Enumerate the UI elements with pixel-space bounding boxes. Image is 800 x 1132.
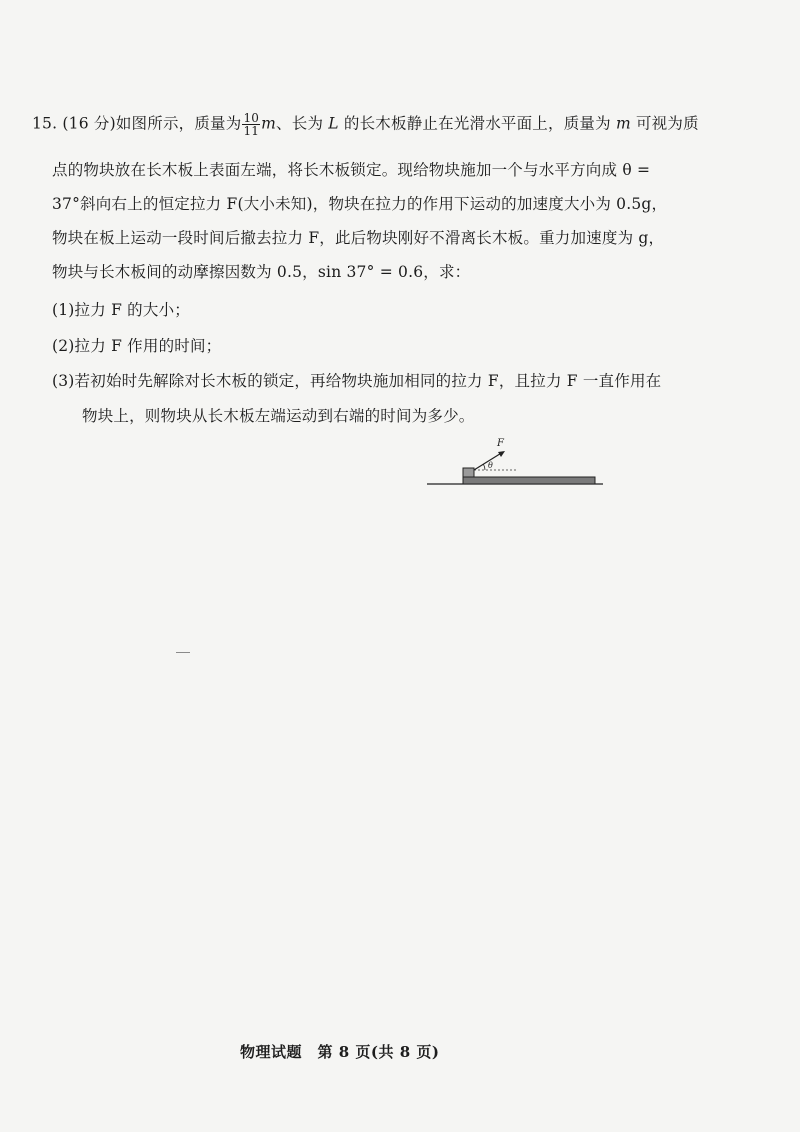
fraction-denominator: 11 [243,124,260,138]
mass-fraction [242,112,260,137]
problem-text: 、长为 [276,114,329,133]
angle-label: θ [488,461,493,470]
question-2: (2)拉力 F 作用的时间； [52,337,222,355]
problem-text: 的长木板静止在光滑水平面上，质量为 [338,114,616,133]
problem-line-1 [32,112,699,137]
problem-line-4: 物块在板上运动一段时间后撤去拉力 F，此后物块刚好不滑离长木板。重力加速度为 g， [52,229,665,247]
question-3-continued: 物块上，则物块从长木板左端运动到右端的时间为多少。 [82,407,475,425]
mass-symbol: m [261,114,277,133]
problem-line-2: 点的物块放在长木板上表面左端，将长木板锁定。现给物块施加一个与水平方向成 θ = [52,161,651,179]
block [463,468,474,477]
question-1: (1)拉力 F 的大小； [52,301,190,319]
problem-text: 可视为质 [630,114,699,133]
problem-number: 15. [32,114,58,133]
page-footer: 物理试题 第 8 页(共 8 页) [240,1043,440,1061]
fraction-numerator: 10 [243,111,260,125]
angle-arc [484,464,486,470]
problem-line-5: 物块与长木板间的动摩擦因数为 0.5，sin 37° = 0.6，求： [52,263,471,281]
mass-symbol: m [615,114,631,133]
problem-text: 如图所示，质量为 [115,114,242,133]
problem-score: (16 分) [62,114,116,133]
long-board [463,477,595,484]
scan-mark [176,652,190,653]
length-symbol: L [328,114,339,133]
board-block-diagram [425,432,605,492]
problem-line-3: 37°斜向右上的恒定拉力 F(大小未知)，物块在拉力的作用下运动的加速度大小为 0.5g， [52,195,668,213]
question-3: (3)若初始时先解除对长木板的锁定，再给物块施加相同的拉力 F，且拉力 F 一直作用在 [52,372,662,390]
force-label: F [497,438,504,449]
